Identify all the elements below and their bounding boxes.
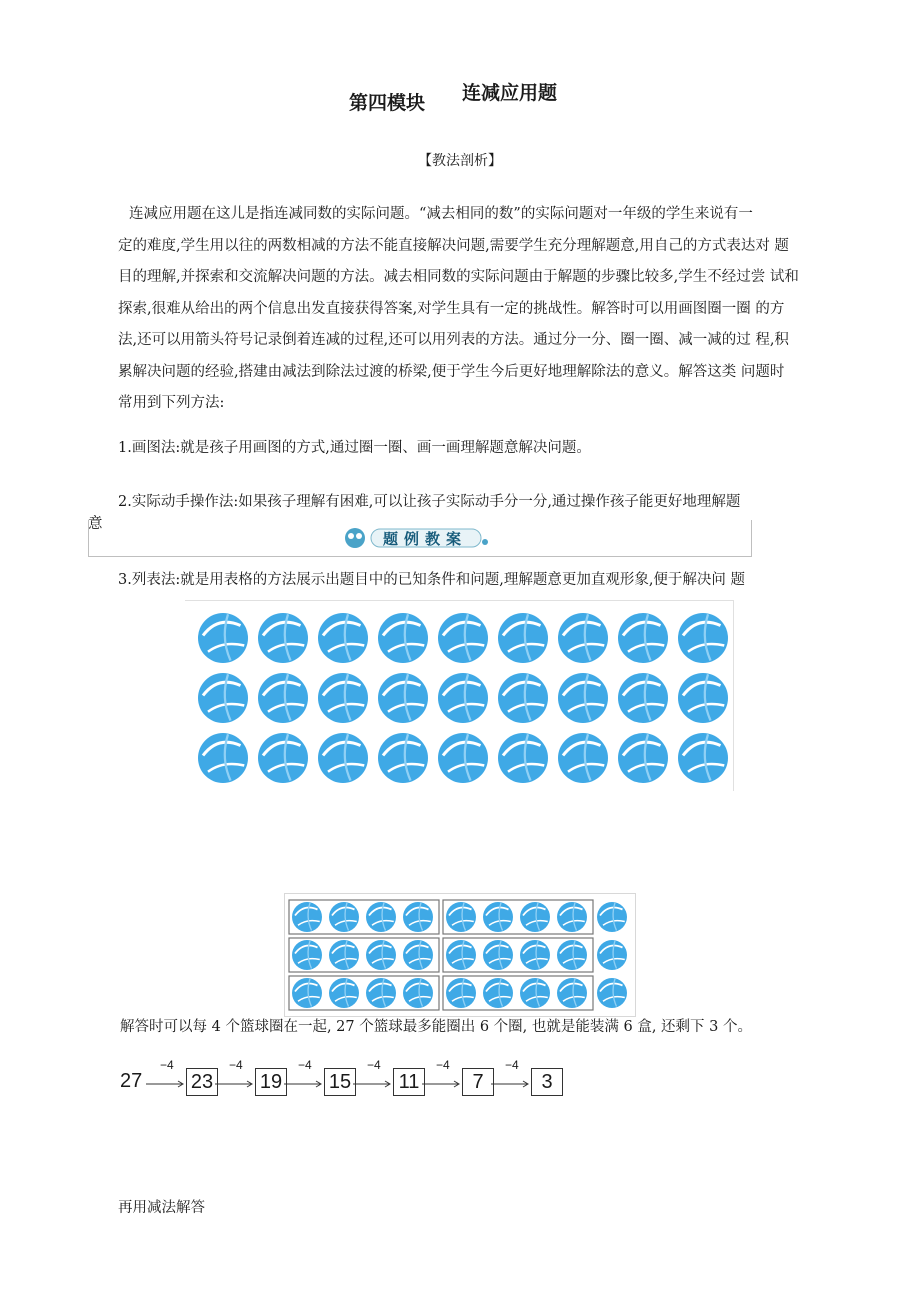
basketball-icon [366,940,396,970]
page-title: 连减应用题 [462,82,558,104]
intro-line: 目的理解,并探索和交流解决问题的方法。减去相同数的实际问题由于解题的步骤比较多,学生不经过尝 试和 [118,269,799,285]
chain-result: 7 [462,1068,494,1096]
intro-line: 定的难度,学生用以往的两数相减的方法不能直接解决问题,需要学生充分理解题意,用自己的方式表达对 题 [118,238,789,254]
basketball-icon [498,673,548,723]
basketball-icon [329,978,359,1008]
step-label: −4 [505,1058,519,1072]
basketball-icon [520,902,550,932]
basketball-icon [483,978,513,1008]
basketball-icon [446,978,476,1008]
arrow-icon [491,1080,531,1088]
subtraction-chain [120,1058,580,1098]
method-2-continued: 意 [88,516,103,532]
basketball-icon [198,733,248,783]
basketball-icon [258,613,308,663]
intro-line: 法,还可以用箭头符号记录倒着连减的过程,还可以用列表的方法。通过分一分、圈一圈、减一减的过 程,积 [118,332,789,348]
basketball-icon [597,902,627,932]
basketball-icon [678,733,728,783]
basketball-icon [520,978,550,1008]
basketball-icon [403,978,433,1008]
arrow-icon [353,1080,393,1088]
basketball-icon [318,733,368,783]
intro-line: 探索,很难从给出的两个信息出发直接获得答案,对学生具有一定的挑战性。解答时可以用画图圈一圈 的方 [118,301,785,317]
basketball-icon [438,673,488,723]
basketball-icon [483,902,513,932]
intro-line: 常用到下列方法: [118,395,225,411]
arrow-icon [146,1080,186,1088]
arrow-icon [284,1080,324,1088]
basketball-icon [378,733,428,783]
step-label: −4 [298,1058,312,1072]
basketball-icon [597,940,627,970]
basketball-icon [498,733,548,783]
chain-result: 11 [393,1068,425,1096]
method-1: 1.画图法:就是孩子用画图的方式,通过圈一圈、画一画理解题意解决问题。 [118,440,591,456]
basketball-icon [678,613,728,663]
step-label: −4 [160,1058,174,1072]
basketball-icon [483,940,513,970]
chain-start: 27 [120,1070,143,1092]
basketball-icon [438,733,488,783]
basketball-icon [366,902,396,932]
basketball-icon [520,940,550,970]
basketball-icon [438,613,488,663]
method-2: 2.实际动手操作法:如果孩子理解有困难,可以让孩子实际动手分一分,通过操作孩子能更好地理解题 [118,494,741,510]
basketball-icon [557,902,587,932]
module-label: 第四模块 [349,92,426,114]
basketball-icon [557,940,587,970]
arrow-icon [422,1080,462,1088]
closing-text: 再用减法解答 [118,1200,205,1216]
basketball-icon [618,673,668,723]
chain-result: 19 [255,1068,287,1096]
basketball-icon [378,613,428,663]
basketball-icon [258,673,308,723]
example-banner [88,520,752,557]
chain-result: 15 [324,1068,356,1096]
basketball-icon [318,613,368,663]
basketball-icon [498,613,548,663]
basketball-icon [618,733,668,783]
basketball-icon [198,673,248,723]
banner-badge [335,526,525,548]
basketball-icon [258,733,308,783]
answer-text: 解答时可以每 4 个篮球圈在一起, 27 个篮球最多能圈出 6 个圈, 也就是能装满 6 盒, 还剩下 3 个。 [120,1019,752,1035]
basketball-icon [558,733,608,783]
basketball-icon [557,978,587,1008]
basketball-icon [678,673,728,723]
grouped-basketballs [284,893,636,1017]
intro-line: 连减应用题在这儿是指连减同数的实际问题。“减去相同的数”的实际问题对一年级的学生来说有一 [100,206,753,222]
basketball-illustration [185,601,733,791]
chain-result: 23 [186,1068,218,1096]
basketball-icon [618,613,668,663]
basketball-icon [292,940,322,970]
basketball-icon [558,673,608,723]
basketball-icon [446,902,476,932]
section-heading: 【教法剖析】 [418,153,502,169]
step-label: −4 [436,1058,450,1072]
basketball-icon [318,673,368,723]
basketball-icon [446,940,476,970]
basketball-icon [558,613,608,663]
step-label: −4 [367,1058,381,1072]
basketball-icon [378,673,428,723]
basketball-icon [403,902,433,932]
basketball-icon [366,978,396,1008]
step-label: −4 [229,1058,243,1072]
basketball-icon [292,902,322,932]
basketball-icon [597,978,627,1008]
intro-line: 累解决问题的经验,搭建由减法到除法过渡的桥梁,便于学生今后更好地理解除法的意义。解答这类 问题时 [118,364,785,380]
basketball-icon [292,978,322,1008]
basketball-grid [185,600,734,791]
basketball-icon [403,940,433,970]
grouped-basketball-illustration [285,894,635,1016]
arrow-icon [215,1080,255,1088]
banner-title: 题例教案 [383,530,468,548]
basketball-icon [329,940,359,970]
chain-result: 3 [531,1068,563,1096]
method-3: 3.列表法:就是用表格的方法展示出题目中的已知条件和问题,理解题意更加直观形象,便于解决问 题 [118,572,746,588]
basketball-icon [329,902,359,932]
basketball-icon [198,613,248,663]
